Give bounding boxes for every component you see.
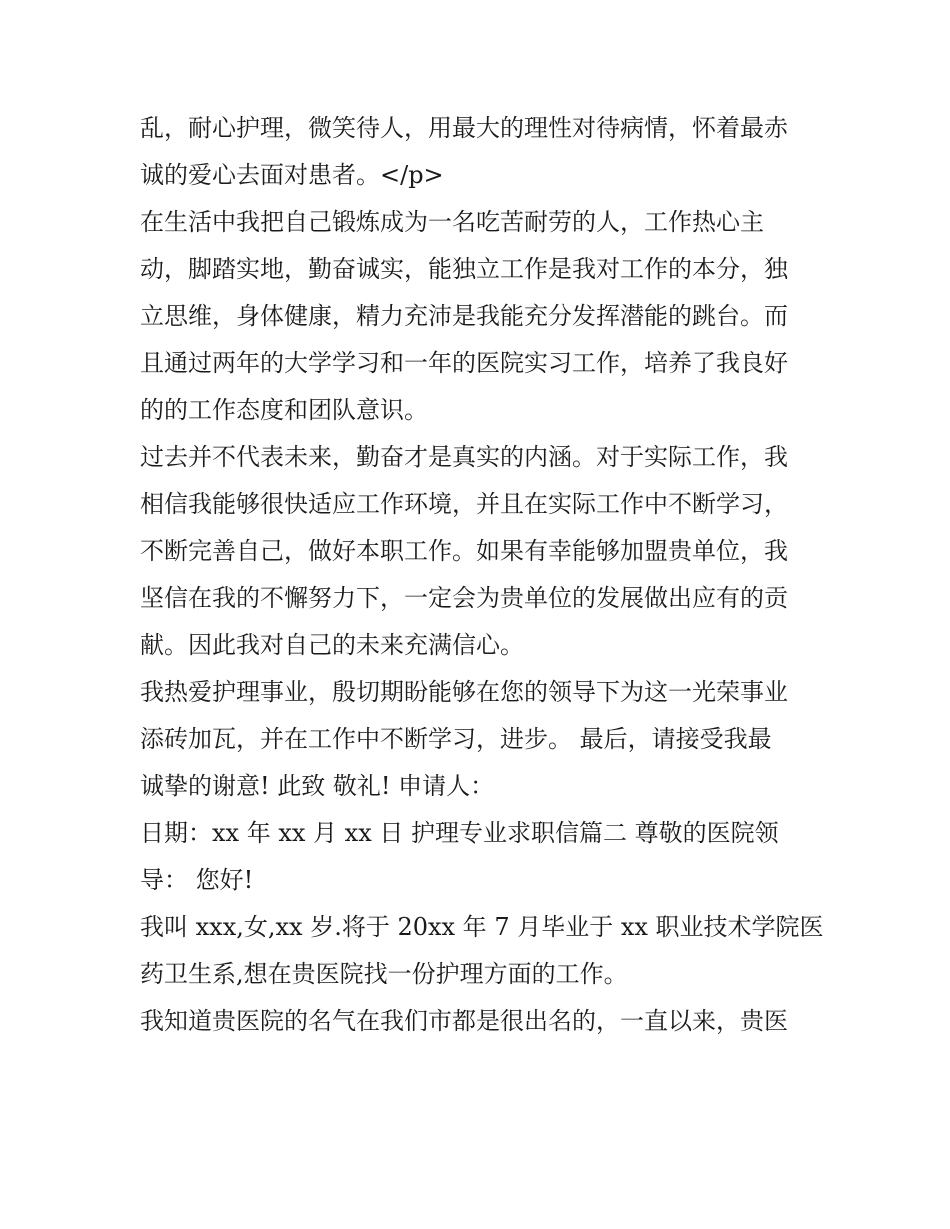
text-line: 不断完善自己，做好本职工作。如果有幸能够加盟贵单位，我 bbox=[140, 537, 788, 565]
text-line: 诚挚的谢意! 此致 敬礼! 申请人： bbox=[140, 772, 495, 800]
text-line: 我热爱护理事业，殷切期盼能够在您的领导下为这一光荣事业 bbox=[140, 678, 788, 706]
text-line: 献。因此我对自己的未来充满信心。 bbox=[140, 631, 524, 659]
document-body bbox=[140, 105, 830, 1045]
text-line: 立思维，身体健康，精力充沛是我能充分发挥潜能的跳台。而 bbox=[140, 302, 788, 330]
text-line: 我知道贵医院的名气在我们市都是很出名的，一直以来，贵医 bbox=[140, 1007, 788, 1035]
text-line: 导： 您好! bbox=[140, 866, 254, 894]
text-line: 诚的爱心去面对患者。</p> bbox=[140, 161, 444, 189]
text-line: 添砖加瓦，并在工作中不断学习，进步。 最后，请接受我最 bbox=[140, 725, 772, 753]
text-line: 的的工作态度和团队意识。 bbox=[140, 396, 428, 424]
text-line: 相信我能够很快适应工作环境，并且在实际工作中不断学习， bbox=[140, 490, 788, 518]
text-line: 我叫 xxx,女,xx 岁.将于 20xx 年 7 月毕业于 xx 职业技术学院医 bbox=[140, 913, 824, 941]
text-line: 在生活中我把自己锻炼成为一名吃苦耐劳的人，工作热心主 bbox=[140, 208, 764, 236]
text-line: 药卫生系,想在贵医院找一份护理方面的工作。 bbox=[140, 960, 628, 988]
text-line: 动，脚踏实地，勤奋诚实，能独立工作是我对工作的本分，独 bbox=[140, 255, 788, 283]
text-line: 过去并不代表未来，勤奋才是真实的内涵。对于实际工作，我 bbox=[140, 443, 788, 471]
text-line: 乱，耐心护理，微笑待人，用最大的理性对待病情，怀着最赤 bbox=[140, 114, 788, 142]
text-line: 日期：xx 年 xx 月 xx 日 护理专业求职信篇二 尊敬的医院领 bbox=[140, 819, 779, 847]
text-line: 坚信在我的不懈努力下，一定会为贵单位的发展做出应有的贡 bbox=[140, 584, 788, 612]
text-line: 且通过两年的大学学习和一年的医院实习工作，培养了我良好 bbox=[140, 349, 788, 377]
